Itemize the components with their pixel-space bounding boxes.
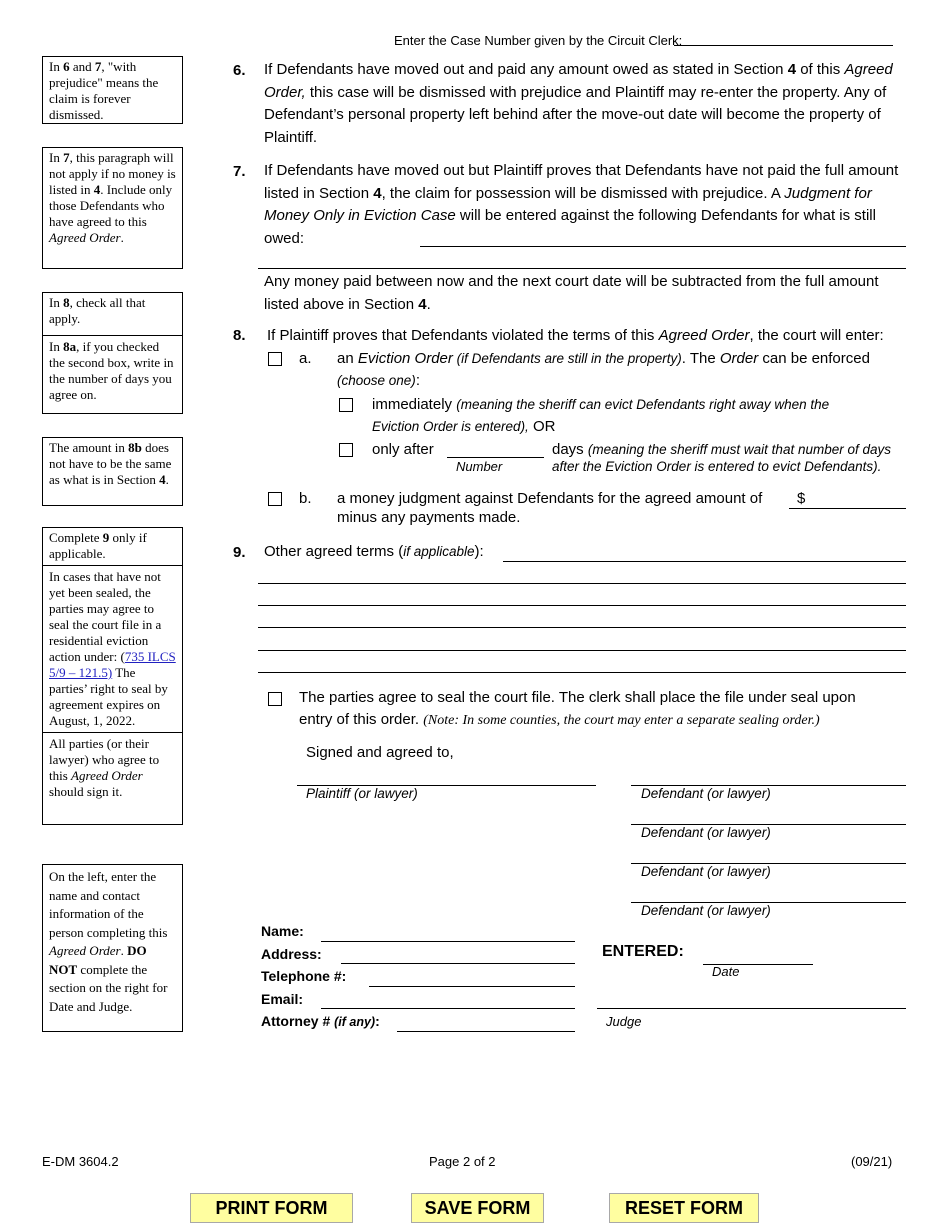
print-form-button[interactable]: PRINT FORM: [190, 1193, 353, 1223]
defendant-signature-label-2: Defendant (or lawyer): [641, 825, 771, 840]
section-9-number: 9.: [233, 544, 246, 561]
case-number-label: Enter the Case Number given by the Circuit Clerk:: [394, 33, 683, 48]
section-6-number: 6.: [233, 62, 246, 79]
section-6-text: If Defendants have moved out and paid any amount owed as stated in Section 4 of this Agreed Order, this case will be dismissed with prejudice and Plaintiff may re-enter the property. Any of Defendant’s personal property left behind after the move-out date will become the property of Plaintiff.: [264, 61, 893, 146]
sidebar-note-9: Complete 9 only if applicable. In cases that have not yet been sealed, the parties may agree to seal the court file in a residential eviction action under: (735 ILCS 5/9 – 121.5) The parties’ right to seal by agreement expires on August, 1, 2022. All parties (or their lawyer) who agree to this Agreed Order should sign it.: [42, 527, 183, 825]
only-after-days-2: after the Eviction Order is entered to evict Defendants).: [552, 459, 882, 474]
only-after-label: only after: [372, 441, 434, 458]
statute-link[interactable]: 735 ILCS 5/9 – 121.5): [49, 649, 176, 680]
other-terms-field-6[interactable]: [258, 672, 906, 673]
other-terms-field-1[interactable]: [503, 561, 906, 562]
immediately-text: immediately (meaning the sheriff can evict Defendants right away when the: [372, 396, 830, 413]
section-7-number: 7.: [233, 163, 246, 180]
signed-and-agreed: Signed and agreed to,: [306, 744, 454, 761]
address-label: Address:: [261, 946, 322, 962]
sidebar-note-8: In 8, check all that apply. In 8a, if you checked the second box, write in the number of days you agree on.: [42, 292, 183, 414]
option-8a-checkbox[interactable]: [268, 352, 282, 366]
attorney-number-field[interactable]: [397, 1031, 575, 1032]
save-form-button[interactable]: SAVE FORM: [411, 1193, 544, 1223]
sidebar-note-8b: The amount in 8b does not have to be the same as what is in Section 4.: [42, 437, 183, 506]
form-date: (09/21): [851, 1154, 893, 1169]
other-terms-field-4[interactable]: [258, 627, 906, 628]
option-8a-choose: (choose one):: [337, 372, 420, 389]
email-field[interactable]: [321, 1008, 575, 1009]
form-id: E-DM 3604.2: [42, 1154, 119, 1169]
number-label: Number: [456, 459, 503, 474]
name-field[interactable]: [321, 941, 575, 942]
other-terms-field-5[interactable]: [258, 650, 906, 651]
seal-file-checkbox[interactable]: [268, 692, 282, 706]
telephone-label: Telephone #:: [261, 968, 347, 984]
judge-signature-field[interactable]: [597, 1008, 906, 1009]
defendant-signature-label-3: Defendant (or lawyer): [641, 864, 771, 879]
attorney-label: Attorney # (if any):: [261, 1013, 380, 1029]
section-8-number: 8.: [233, 327, 246, 344]
address-field[interactable]: [341, 963, 575, 964]
name-label: Name:: [261, 923, 304, 939]
section-9-text: Other agreed terms (if applicable):: [264, 543, 484, 560]
number-of-days-field[interactable]: [447, 457, 544, 458]
section-7-text: If Defendants have moved out but Plaintiff proves that Defendants have not paid the full amount listed in Section 4, the claim for possession will be dismissed with prejudice. A Judgment for Money Only in Eviction Case will be entered against the following Defendants for what is still owed:: [264, 162, 899, 247]
option-8b-text: a money judgment against Defendants for the agreed amount of: [337, 490, 763, 507]
page-number: Page 2 of 2: [429, 1154, 496, 1169]
only-after-days: days (meaning the sheriff must wait that number of days: [552, 441, 892, 458]
defendants-owed-field-2[interactable]: [258, 268, 906, 269]
case-number-field[interactable]: [674, 45, 893, 46]
option-8a-text: an Eviction Order (if Defendants are still in the property). The Order can be enforced: [337, 350, 870, 367]
option-8b-checkbox[interactable]: [268, 492, 282, 506]
option-8a-label: a.: [299, 350, 312, 367]
judge-label: Judge: [606, 1014, 642, 1029]
dollar-sign: $: [797, 490, 806, 507]
seal-text: The parties agree to seal the court file. The clerk shall place the file under seal upon: [299, 689, 856, 706]
sidebar-note-contact: On the left, enter the name and contact information of the person completing this Agreed Order. DO NOT complete the section on the right for Date and Judge.: [42, 864, 183, 1032]
entered-label: ENTERED:: [602, 943, 684, 960]
entered-date-label: Date: [712, 964, 740, 979]
reset-form-button[interactable]: RESET FORM: [609, 1193, 759, 1223]
option-8b-text-2: minus any payments made.: [337, 509, 521, 526]
other-terms-field-3[interactable]: [258, 605, 906, 606]
seal-text-2: entry of this order. (Note: In some counties, the court may enter a separate sealing order.): [299, 711, 820, 728]
other-terms-field-2[interactable]: [258, 583, 906, 584]
plaintiff-signature-label: Plaintiff (or lawyer): [306, 786, 418, 801]
defendant-signature-label-4: Defendant (or lawyer): [641, 903, 771, 918]
email-label: Email:: [261, 991, 304, 1007]
defendant-signature-label-1: Defendant (or lawyer): [641, 786, 771, 801]
option-8b-label: b.: [299, 490, 312, 507]
defendants-owed-field[interactable]: [420, 246, 906, 247]
section-8-text: If Plaintiff proves that Defendants violated the terms of this Agreed Order, the court will enter:: [267, 327, 884, 344]
immediately-checkbox[interactable]: [339, 398, 353, 412]
section-7-note: Any money paid between now and the next court date will be subtracted from the full amount listed above in Section 4.: [264, 273, 879, 313]
telephone-field[interactable]: [369, 986, 575, 987]
money-judgment-amount-field[interactable]: [789, 508, 906, 509]
only-after-checkbox[interactable]: [339, 443, 353, 457]
immediately-text-2: Eviction Order is entered), OR: [372, 418, 556, 435]
sidebar-note-7: In 7, this paragraph will not apply if no money is listed in 4. Include only those Defendants who have agreed to this Agreed Order.: [42, 147, 183, 269]
sidebar-note-6-7: In 6 and 7, "with prejudice" means the claim is forever dismissed.: [42, 56, 183, 124]
